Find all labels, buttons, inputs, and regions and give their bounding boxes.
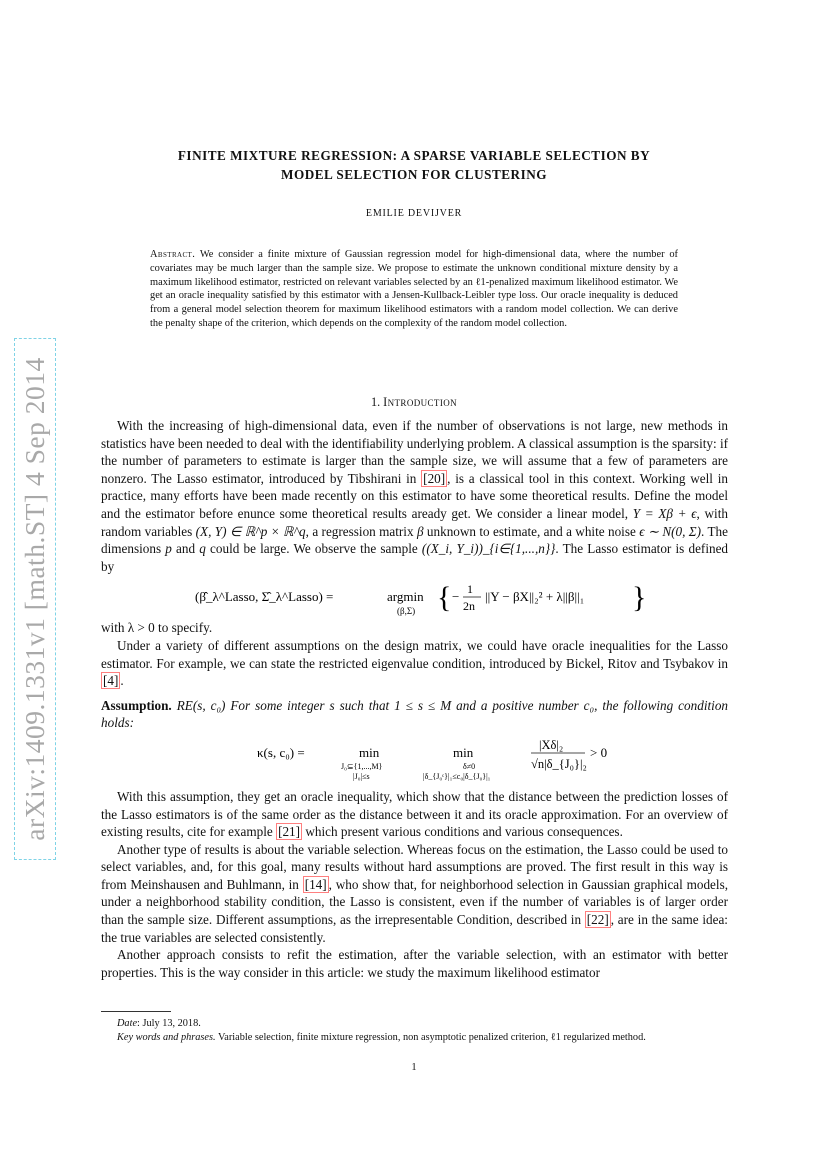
equation-re-condition (101, 732, 728, 788)
section-number: 1. (370, 395, 381, 409)
footnotes (101, 1017, 728, 1045)
equation-lasso-svg (165, 576, 665, 618)
page-number: 1 (411, 1062, 417, 1073)
text: , are in the same idea: the true variables are selected consistently. (101, 912, 728, 945)
footnote-keywords (101, 1031, 728, 1045)
eq2-den: √n|δ_{J₀}|₂ (530, 756, 587, 771)
footnote-date (101, 1017, 728, 1031)
eq2-min1: min (358, 744, 379, 760)
text: , who show that, for neighborhood selection in Gaussian graphical models, under a neighborhood stability condition, the Lasso is consistent, even if the number of variables is of larger order than the sample size. Different assumptions, as the irrepresentable Condition, described in (101, 876, 728, 928)
assumption (101, 697, 728, 732)
paragraph: with λ > 0 to specify. (101, 620, 213, 636)
eq2-rhs: > 0 (589, 744, 607, 760)
text: , with random variables (101, 505, 728, 539)
footnote-rule (101, 1011, 171, 1012)
author: EMILIE DEVIJVER (365, 208, 463, 219)
eq2-min2-sub1: δ≠0 (462, 761, 475, 771)
text: , is a classical tool in this context. Working well in practice, many efforts have been made recently on this estimator to have some theoretical results. Define the model and the estimator before enunce some theoretical results aready get. We consider a linear model, (101, 470, 728, 521)
footnote-keywords-value: Variable selection, finite mixture regression, non asymptotic penalized criterion, ℓ1 regularized method. (215, 1031, 646, 1043)
eq1-minus: − (451, 589, 459, 605)
assumption-name: RE(s, c₀) (176, 697, 226, 713)
title-line-1: FINITE MIXTURE REGRESSION: A SPARSE VARIABLE SELECTION BY (177, 148, 651, 163)
text: With the increasing of high-dimensional data, even if the number of observations is not large, new methods in statistics have been needed to deal with the identifiability underlying problem. A classical assumption is the sparsity: if the number of parameters to estimate is larger than the sample size, we will assume that a few of parameters are nonzero. The Lasso estimator, introduced by Tibshirani in (101, 418, 729, 486)
eq2-lhs: κ(s, c₀) = (256, 744, 305, 760)
citation-link[interactable]: [21] (278, 824, 301, 840)
eq2-min2: min (452, 744, 473, 760)
abstract-text: We consider a finite mixture of Gaussian regression model for high-dimensional data, where the number of covariates may be much larger than the sample size. We propose to estimate the unknown conditional mixture density by a maximum likelihood estimator, restricted on relevant variables selected by an ℓ1-penalized maximum likelihood estimator. We get an oracle inequality satisfied by this estimator with a Jensen-Kullback-Leibler type loss. Our oracle inequality is deduced from a general model selection theorem for maximum likelihood estimators with a random model collection. We can derive the penalty shape of the criterion, which depends on the complexity of the random model collection. (150, 249, 678, 329)
eq2-min2-sub2: |δ_{J₀ᶜ}|₁≤c₀|δ_{J₀}|₁ (422, 771, 490, 781)
text: and (171, 541, 200, 557)
text: , a regression matrix (305, 523, 417, 539)
title-line-2: MODEL SELECTION FOR CLUSTERING (281, 167, 547, 182)
paragraph (101, 841, 728, 947)
text: . The dimensions (101, 523, 728, 557)
eq1-open-brace: { (436, 581, 451, 615)
footnote-date-value: : July 13, 2018. (137, 1018, 201, 1029)
inline-math: ((X_i, Y_i))_{i∈{1,...,n}} (421, 541, 556, 557)
text: which present various conditions and various consequences. (302, 824, 623, 840)
text: . The Lasso estimator is defined by (101, 541, 729, 574)
text: With this assumption, they get an oracle inequality, which show that the distance between the prediction losses of the Lasso estimators is of the same order as the distance between it and its oracle approximation. For an overview of existing results, cite for example (101, 788, 728, 840)
eq1-lhs: (β̂_λ^Lasso, Σ̂_λ^Lasso) = (194, 589, 333, 605)
equation-re-svg (205, 733, 625, 787)
paragraph (101, 788, 728, 841)
section-title: Introduction (383, 395, 458, 409)
eq1-operator: argmin (386, 589, 424, 605)
footnote-date-label: Date (117, 1018, 138, 1029)
citation-link[interactable]: [22] (586, 912, 609, 928)
eq1-rest: ||Y − βX||₂² + λ||β||₁ (484, 589, 584, 605)
text: unknown to estimate, and a white noise (423, 523, 640, 539)
eq1-close-brace: } (631, 581, 646, 615)
paragraph (101, 417, 728, 575)
citation-link[interactable]: [14] (304, 876, 327, 892)
eq2-num: |Xδ|₂ (538, 737, 563, 752)
inline-math: Y = Xβ + ϵ (632, 505, 697, 521)
paragraph: Another approach consists to refit the estimation, after the variable selection, with an estimator with better properties. This is the way consider in this article: we study the maximum likelihood estimator (101, 947, 728, 980)
eq1-frac-num: 1 (466, 582, 473, 597)
paragraph (101, 637, 728, 690)
footnote-keywords-label: Key words and phrases. (117, 1031, 216, 1043)
assumption-text: For some integer s such that 1 ≤ s ≤ M and a positive number c₀, the following condition holds: (101, 697, 729, 731)
paper-title (100, 146, 728, 184)
arxiv-stamp-text: arXiv:1409.1331v1 [math.ST] 4 Sep 2014 (19, 357, 50, 841)
text: . (120, 673, 124, 689)
inline-math: (X, Y) ∈ ℝ^p × ℝ^q (195, 523, 306, 539)
section-heading (100, 395, 728, 410)
arxiv-stamp (14, 338, 56, 860)
inline-math: q (199, 541, 206, 557)
text: Under a variety of different assumptions on the design matrix, we could have oracle inequalities for the Lasso estimator. For example, we can state the restricted eigenvalue condition, introduced by Bickel, Ritov and Tsybakov in (101, 637, 728, 671)
assumption-label: Assumption. (101, 697, 172, 713)
equation-lasso (101, 575, 728, 619)
text: could be large. We observe the sample (205, 541, 422, 557)
citation-link[interactable]: [4] (103, 673, 119, 689)
inline-math: β (416, 523, 424, 539)
eq2-min1-sub2: |J₀|≤s (352, 771, 370, 781)
eq1-frac-den: 2n (462, 599, 475, 614)
eq2-min1-sub1: J₀⊆{1,...,M} (340, 761, 382, 771)
abstract-label: Abstract. (150, 249, 196, 260)
inline-math: p (165, 541, 172, 557)
text: Another type of results is about the variable selection. Whereas focus on the estimation, the Lasso could be used to select variables, and, for this goal, many results without hard assumptions are proved. The first result in this way is from Meinshausen and Buhlmann, in (101, 841, 728, 892)
citation-link[interactable]: [20] (423, 470, 446, 486)
body-text (101, 417, 728, 981)
inline-math: ϵ ∼ N(0, Σ) (639, 523, 702, 539)
abstract (150, 248, 678, 331)
eq1-subscript: (β,Σ) (396, 606, 415, 617)
